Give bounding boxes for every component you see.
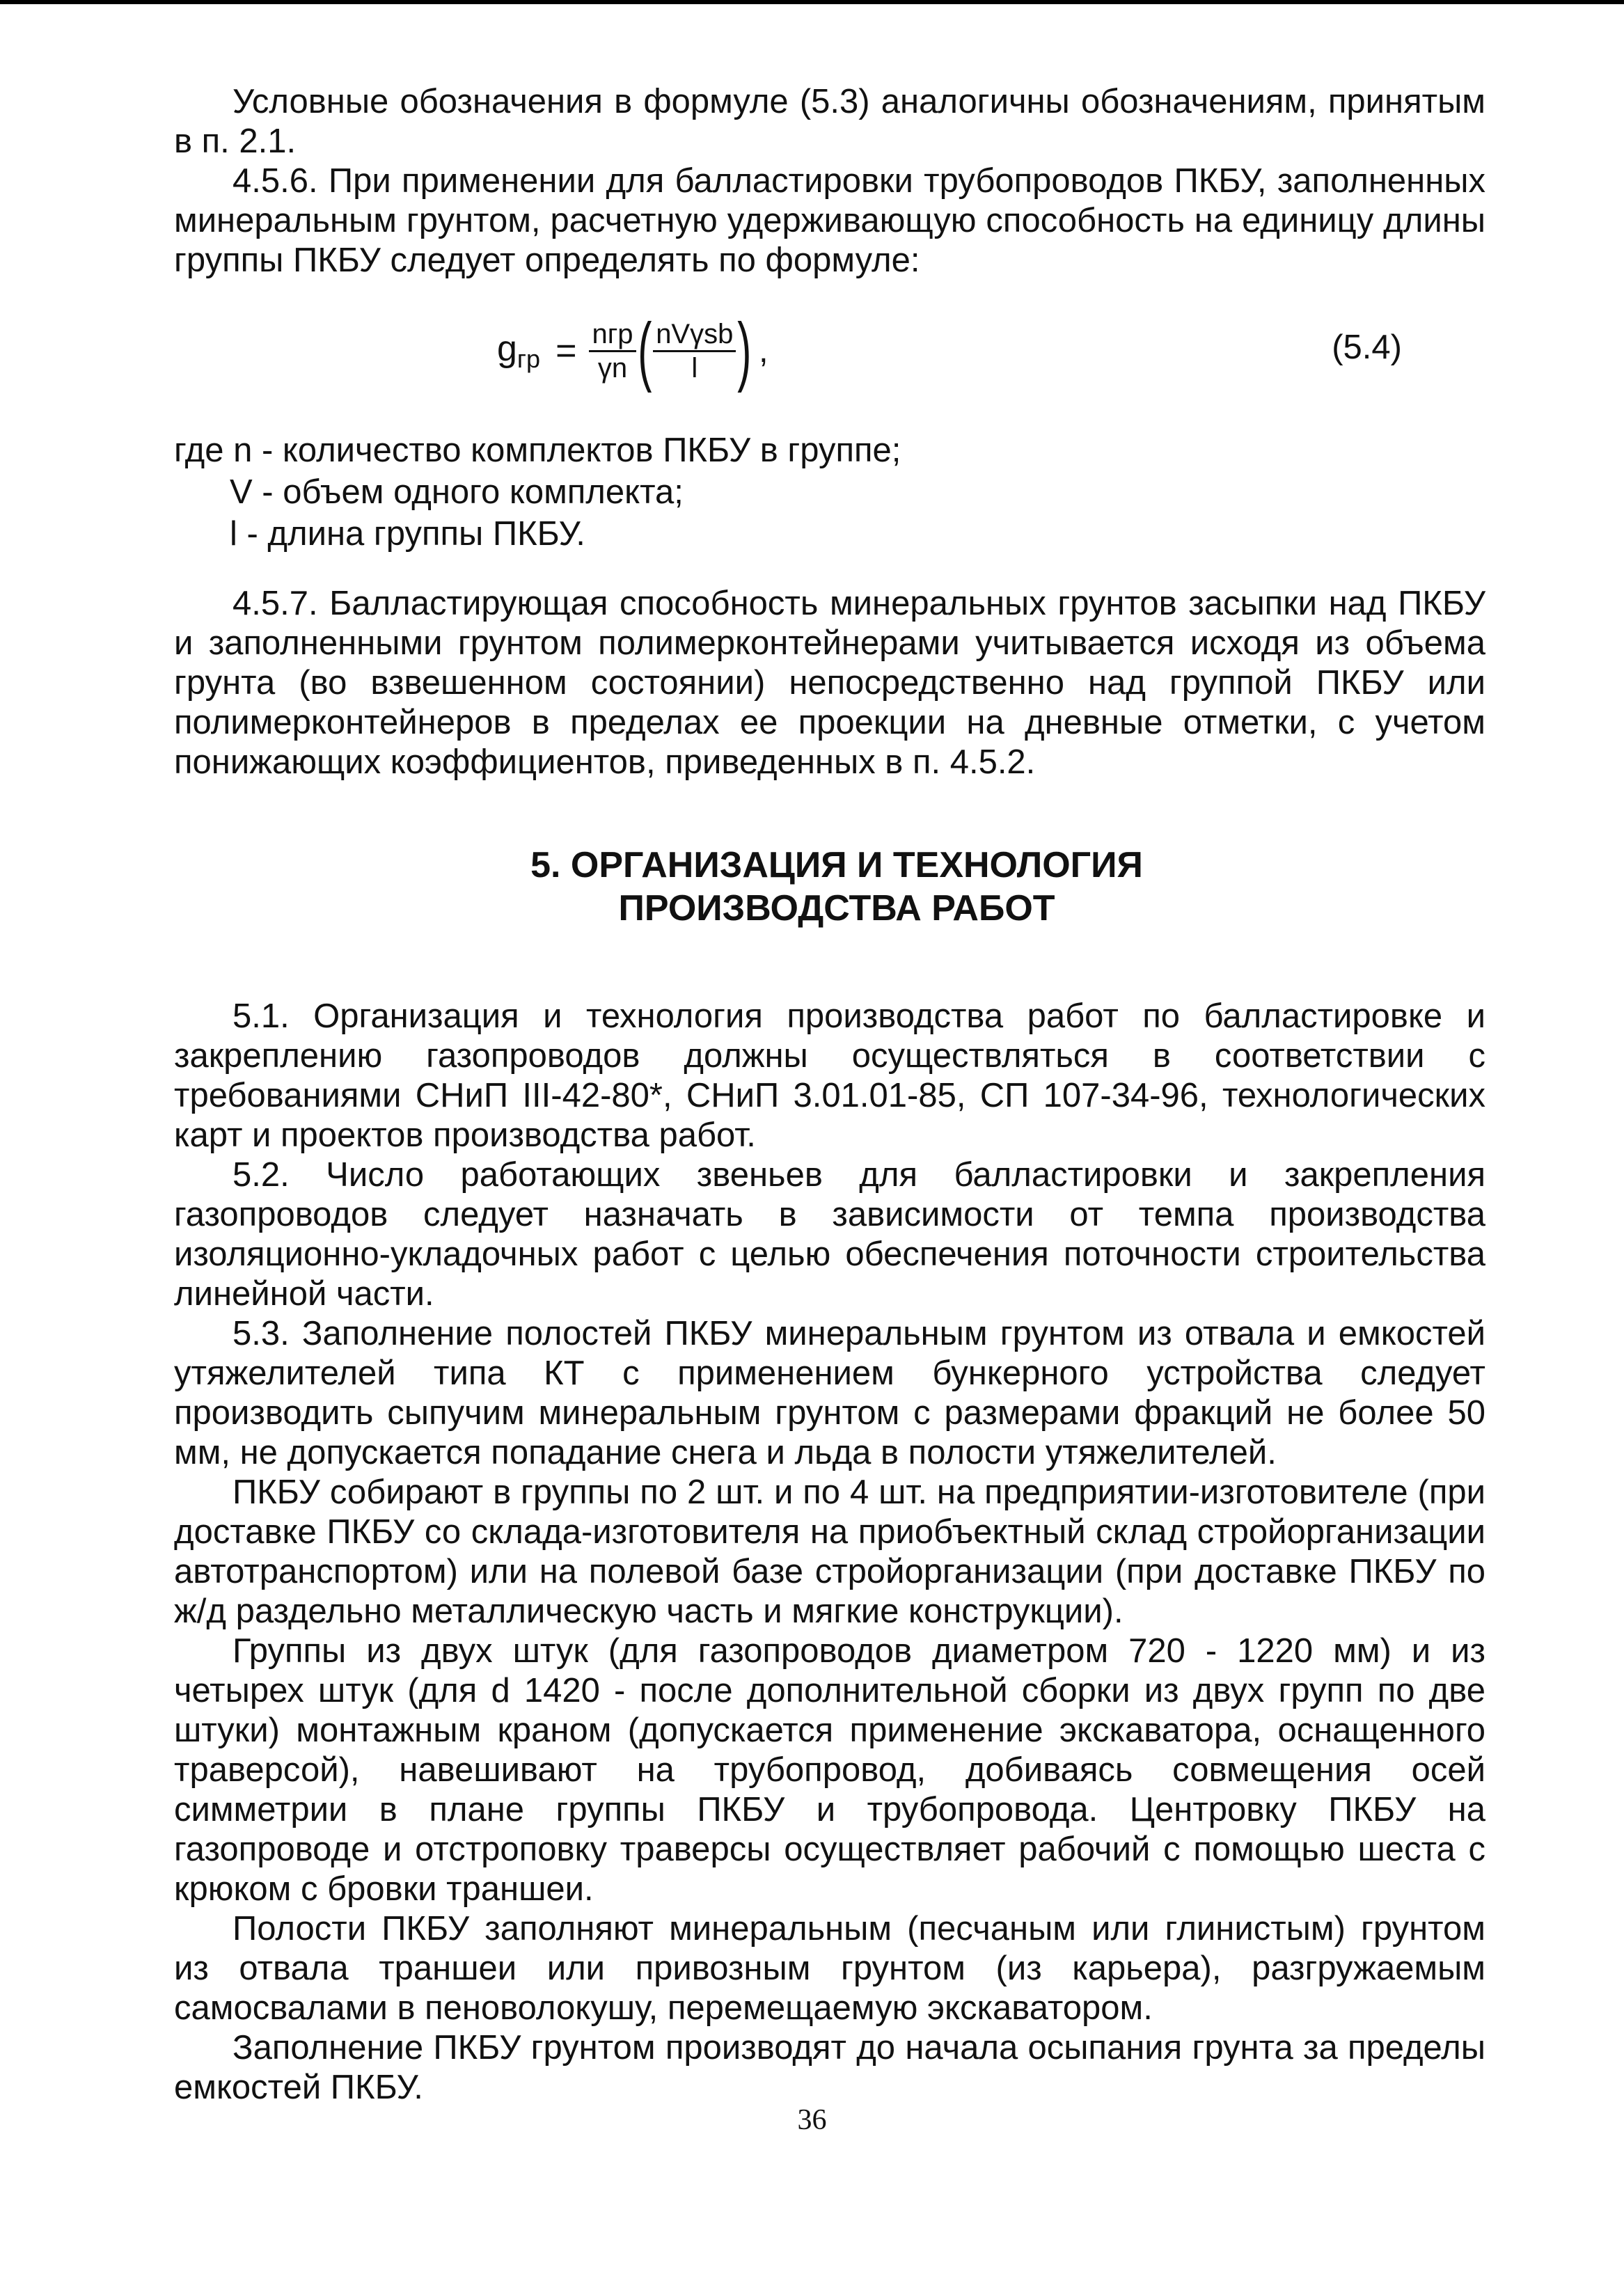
paragraph-formula-notation: Условные обозначения в формуле (5.3) аналогичны обозначениям, принятым в п. 2.1.	[174, 83, 1485, 160]
paragraph-4-5-7: 4.5.7. Балластирующая способность минеральных грунтов засыпки над ПКБУ и заполненными грунтом полимерконтейнерами учитывается исходя из объема грунта (во взвешенном состоянии) непосредственно над группой ПКБУ или полимерконтейнеров в пределах ее проекции на дневные отметки, с учетом понижающих коэффициентов, приведенных в п. 4.5.2.	[174, 585, 1485, 781]
legend-item-n: где n - количество комплектов ПКБУ в группе;	[174, 432, 901, 469]
paragraph-groups-mounting: Группы из двух штук (для газопроводов диаметром 720 - 1220 мм) и из четырех штук (для d 1420 - после дополнительной сборки из двух групп по две штуки) монтажным краном (допускается применение экскаватора, оснащенного траверсой), навешивают на трубопровод, добиваясь совмещения осей симметрии в плане группы ПКБУ и трубопровода. Центровку ПКБУ на газопроводе и отстроповку траверсы осуществляет рабочий с помощью шеста с крюком с бровки траншеи.	[174, 1632, 1485, 1908]
paragraph-4-5-6: 4.5.6. При применении для балластировки трубопроводов ПКБУ, заполненных минеральным грунтом, расчетную удерживающую способность на единицу длины группы ПКБУ следует определять по формуле:	[174, 162, 1485, 279]
section-heading	[174, 844, 1485, 930]
paragraph-cavity-filling: Полости ПКБУ заполняют минеральным (песчаным или глинистым) грунтом из отвала траншеи или привозным грунтом (из карьера), разгружаемым самосвалами в пеноволокушу, перемещаемую экскаватором.	[174, 1910, 1485, 2027]
legend-item-l: l - длина группы ПКБУ.	[230, 515, 585, 553]
legend-item-v: V - объем одного комплекта;	[230, 473, 684, 511]
formula-lhs: $g_{гр}$	[497, 329, 541, 373]
formula-trailing-comma: ,	[759, 332, 768, 370]
top-border-rule	[0, 0, 1624, 4]
formula-5-4	[174, 285, 1485, 417]
formula-equals: =	[555, 331, 577, 371]
formula-fraction-2	[653, 318, 736, 384]
fraction-2-numerator: nVγsb	[656, 318, 734, 349]
paragraph-groups-assembly: ПКБУ собирают в группы по 2 шт. и по 4 шт. на предприятии-изготовителе (при доставке ПКБУ со склада-изготовителя на приобъектный склад стройорганизации автотранспортом) или на полевой базе стройорганизации (при доставке ПКБУ по ж/д раздельно металлическую часть и мягкие конструкции).	[174, 1474, 1485, 1630]
page-number: 36	[797, 2104, 827, 2136]
right-parenthesis: )	[737, 308, 752, 393]
formula-legend	[174, 429, 1485, 555]
paragraph-filling-limit: Заполнение ПКБУ грунтом производят до начала осыпания грунта за пределы емкостей ПКБУ.	[174, 2029, 1485, 2106]
heading-line-1: 5. ОРГАНИЗАЦИЯ И ТЕХНОЛОГИЯ	[530, 845, 1143, 885]
paragraph-5-1: 5.1. Организация и технология производства работ по балластировке и закреплению газопроводов должны осуществляться в соответствии с требованиями СНиП III-42-80*, СНиП 3.01.01-85, СП 107-34-96, технологических карт и проектов производства работ.	[174, 997, 1485, 1154]
left-parenthesis: (	[637, 308, 652, 393]
paragraph-5-2: 5.2. Число работающих звеньев для балластировки и закрепления газопроводов следует назначать в зависимости от темпа производства изоляционно-укладочных работ с целью обеспечения поточности строительства линейной части.	[174, 1156, 1485, 1313]
formula-expression	[497, 285, 768, 417]
formula-fraction-1	[589, 318, 636, 384]
equation-number: (5.4)	[1332, 329, 1402, 366]
heading-line-2: ПРОИЗВОДСТВА РАБОТ	[618, 888, 1055, 929]
fraction-1-numerator: nгр	[592, 318, 633, 349]
fraction-2-denominator: l	[691, 352, 698, 384]
fraction-1-denominator: γn	[597, 352, 628, 384]
document-page	[174, 82, 1485, 2108]
paragraph-5-3: 5.3. Заполнение полостей ПКБУ минеральным грунтом из отвала и емкостей утяжелителей типа КТ с применением бункерного устройства следует производить сыпучим минеральным грунтом с размерами фракций не более 50 мм, не допускается попадание снега и льда в полости утяжелителей.	[174, 1315, 1485, 1471]
